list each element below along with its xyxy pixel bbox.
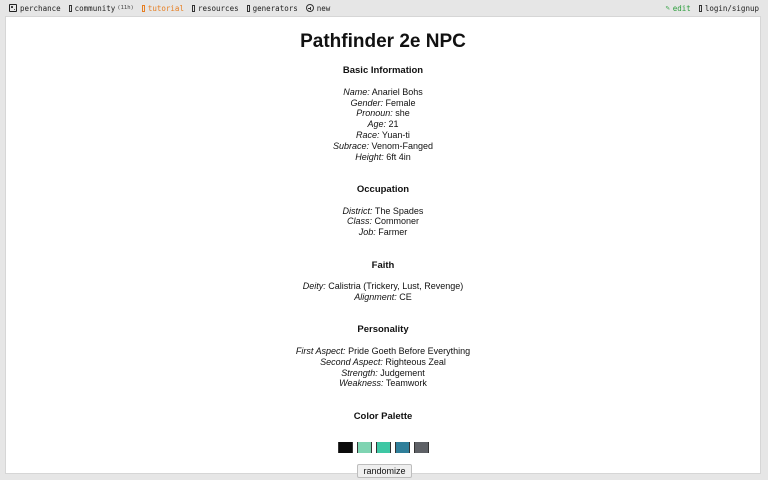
field-value: Yuan-ti — [381, 130, 410, 140]
community-count: (11h) — [117, 5, 134, 11]
nav-generators-link[interactable] — [247, 4, 298, 13]
nav-login-label: login/signup — [704, 3, 759, 13]
field-pronoun — [6, 108, 760, 119]
field-name — [6, 87, 760, 98]
dice-logo-icon — [9, 4, 17, 12]
field-label: Height: — [355, 152, 384, 162]
field-value: Anariel Bohs — [371, 87, 423, 97]
nav-right — [658, 0, 759, 16]
field-subrace — [6, 141, 760, 152]
field-label: Weakness: — [339, 378, 384, 388]
color-swatch[interactable] — [357, 442, 372, 453]
field-job — [6, 227, 760, 238]
field-alignment — [6, 292, 760, 303]
generator-output-panel — [5, 16, 761, 474]
field-weakness — [6, 378, 760, 389]
color-swatch[interactable] — [414, 442, 429, 453]
field-label: Subrace: — [332, 141, 369, 151]
field-label: Job: — [358, 227, 376, 237]
tutorial-icon — [142, 5, 145, 12]
section-title-faith: Faith — [371, 260, 395, 271]
field-value: Venom-Fanged — [371, 141, 434, 151]
field-value: Calistria (Trickery, Lust, Revenge) — [328, 281, 464, 291]
section-title-palette: Color Palette — [353, 411, 413, 422]
nav-home-link[interactable] — [9, 4, 61, 13]
field-value: Female — [385, 98, 416, 108]
nav-tutorial-label: tutorial — [147, 3, 184, 13]
color-swatch[interactable] — [376, 442, 391, 453]
field-label: Age: — [367, 119, 386, 129]
nav-community-label: community — [74, 3, 116, 13]
field-first-aspect — [6, 346, 760, 357]
top-nav — [0, 0, 768, 16]
field-value: Teamwork — [385, 378, 427, 388]
field-label: Second Aspect: — [320, 357, 383, 367]
nav-new-link[interactable] — [306, 4, 331, 13]
field-value: The Spades — [374, 206, 424, 216]
nav-login-link[interactable] — [699, 4, 759, 13]
user-icon — [699, 5, 702, 12]
pencil-icon: ✎ — [665, 4, 670, 12]
field-label: Pronoun: — [356, 108, 393, 118]
page-title: Pathfinder 2e NPC — [300, 31, 466, 52]
field-height — [6, 152, 760, 163]
field-label: Name: — [343, 87, 370, 97]
generators-icon — [247, 5, 250, 12]
field-class — [6, 216, 760, 227]
community-icon — [69, 5, 72, 12]
field-value: Judgement — [380, 368, 425, 378]
field-value: she — [395, 108, 410, 118]
resources-icon — [192, 5, 195, 12]
field-value: 21 — [388, 119, 399, 129]
field-second-aspect — [6, 357, 760, 368]
field-value: Pride Goeth Before Everything — [348, 346, 471, 356]
field-label: Class: — [346, 216, 372, 226]
nav-community-link[interactable] — [69, 4, 134, 13]
field-deity — [6, 281, 760, 292]
color-palette — [6, 442, 760, 455]
nav-edit-link[interactable] — [666, 4, 691, 13]
field-label: Strength: — [341, 368, 378, 378]
nav-left — [9, 0, 338, 16]
plus-circle-icon — [306, 4, 314, 12]
nav-tutorial-link[interactable] — [142, 4, 184, 13]
field-value: Commoner — [374, 216, 420, 226]
field-label: Deity: — [302, 281, 326, 291]
field-label: Race: — [356, 130, 380, 140]
field-race — [6, 130, 760, 141]
nav-new-label: new — [316, 3, 331, 13]
field-label: Alignment: — [354, 292, 397, 302]
section-title-personality: Personality — [357, 324, 409, 335]
field-label: District: — [342, 206, 373, 216]
nav-resources-link[interactable] — [192, 4, 239, 13]
field-value: CE — [399, 292, 412, 302]
field-value: Farmer — [378, 227, 408, 237]
color-swatch[interactable] — [338, 442, 353, 453]
nav-resources-label: resources — [197, 3, 239, 13]
color-swatch[interactable] — [395, 442, 410, 453]
randomize-button[interactable]: randomize — [357, 464, 412, 478]
section-title-occupation: Occupation — [356, 184, 410, 195]
field-value: 6ft 4in — [386, 152, 411, 162]
field-label: Gender: — [350, 98, 383, 108]
section-title-basic: Basic Information — [342, 65, 424, 76]
field-age — [6, 119, 760, 130]
nav-site-label: perchance — [20, 3, 61, 13]
field-label: First Aspect: — [295, 346, 346, 356]
field-value: Righteous Zeal — [385, 357, 446, 367]
nav-edit-label: edit — [672, 3, 691, 13]
nav-generators-label: generators — [252, 3, 298, 13]
